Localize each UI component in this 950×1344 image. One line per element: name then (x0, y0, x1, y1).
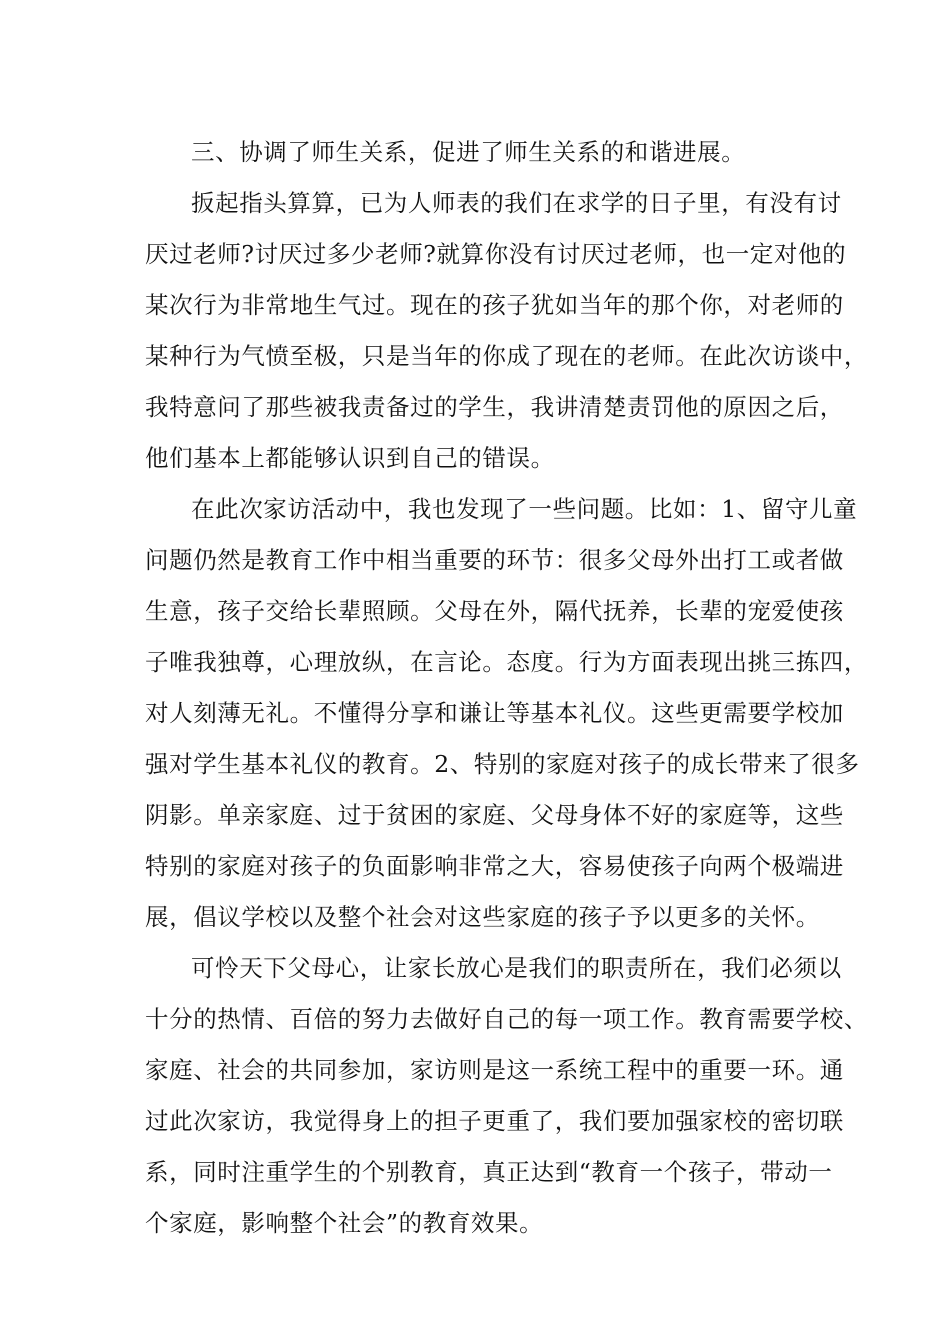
text-line: 家庭、社会的共同参加，家访则是这一系统工程中的重要一环。通 (145, 1056, 844, 1084)
text-line: 特别的家庭对孩子的负面影响非常之大，容易使孩子向两个极端进 (145, 852, 844, 880)
text-line: 生意，孩子交给长辈照顾。父母在外，隔代抚养，长辈的宠爱使孩 (145, 597, 844, 625)
text-line: 系，同时注重学生的个别教育，真正达到“教育一个孩子，带动一 (145, 1158, 833, 1186)
text-line: 问题仍然是教育工作中相当重要的环节：很多父母外出打工或者做 (145, 546, 844, 574)
text-line: 可怜天下父母心，让家长放心是我们的职责所在，我们必须以 (191, 954, 842, 982)
text-line: 他们基本上都能够认识到自己的错误。 (145, 444, 555, 472)
paragraph-1 (145, 127, 809, 178)
text-line: 我特意问了那些被我责备过的学生，我讲清楚责罚他的原因之后， (145, 393, 844, 421)
text-line: 强对学生基本礼仪的教育。2、特别的家庭对孩子的成长带来了很多 (145, 750, 860, 778)
paragraph-2 (145, 178, 868, 484)
text-line: 个家庭，影响整个社会”的教育效果。 (145, 1209, 544, 1237)
paragraph-4 (145, 943, 868, 1249)
document-body (145, 127, 868, 1249)
text-line: 在此次家访活动中，我也发现了一些问题。比如：1、留守儿童 (191, 495, 858, 523)
paragraph-3 (145, 484, 868, 943)
text-line: 展，倡议学校以及整个社会对这些家庭的孩子予以更多的关怀。 (145, 903, 820, 931)
text-line: 厌过老师?讨厌过多少老师?就算你没有讨厌过老师，也一定对他的 (145, 240, 847, 268)
text-line: 某次行为非常地生气过。现在的孩子犹如当年的那个你，对老师的 (145, 291, 844, 319)
text-line: 过此次家访，我觉得身上的担子更重了，我们要加强家校的密切联 (145, 1107, 844, 1135)
text-line: 某种行为气愤至极，只是当年的你成了现在的老师。在此次访谈中， (145, 342, 868, 370)
text-line: 阴影。单亲家庭、过于贫困的家庭、父母身体不好的家庭等，这些 (145, 801, 844, 829)
text-line: 对人刻薄无礼。不懂得分享和谦让等基本礼仪。这些更需要学校加 (145, 699, 844, 727)
text-line: 十分的热情、百倍的努力去做好自己的每一项工作。教育需要学校、 (145, 1005, 868, 1033)
text-line: 子唯我独尊，心理放纵，在言论。态度。行为方面表现出挑三拣四， (145, 648, 868, 676)
text-line: 三、协调了师生关系，促进了师生关系的和谐进展。 (191, 138, 746, 166)
text-line: 扳起指头算算，已为人师表的我们在求学的日子里，有没有讨 (191, 189, 842, 217)
